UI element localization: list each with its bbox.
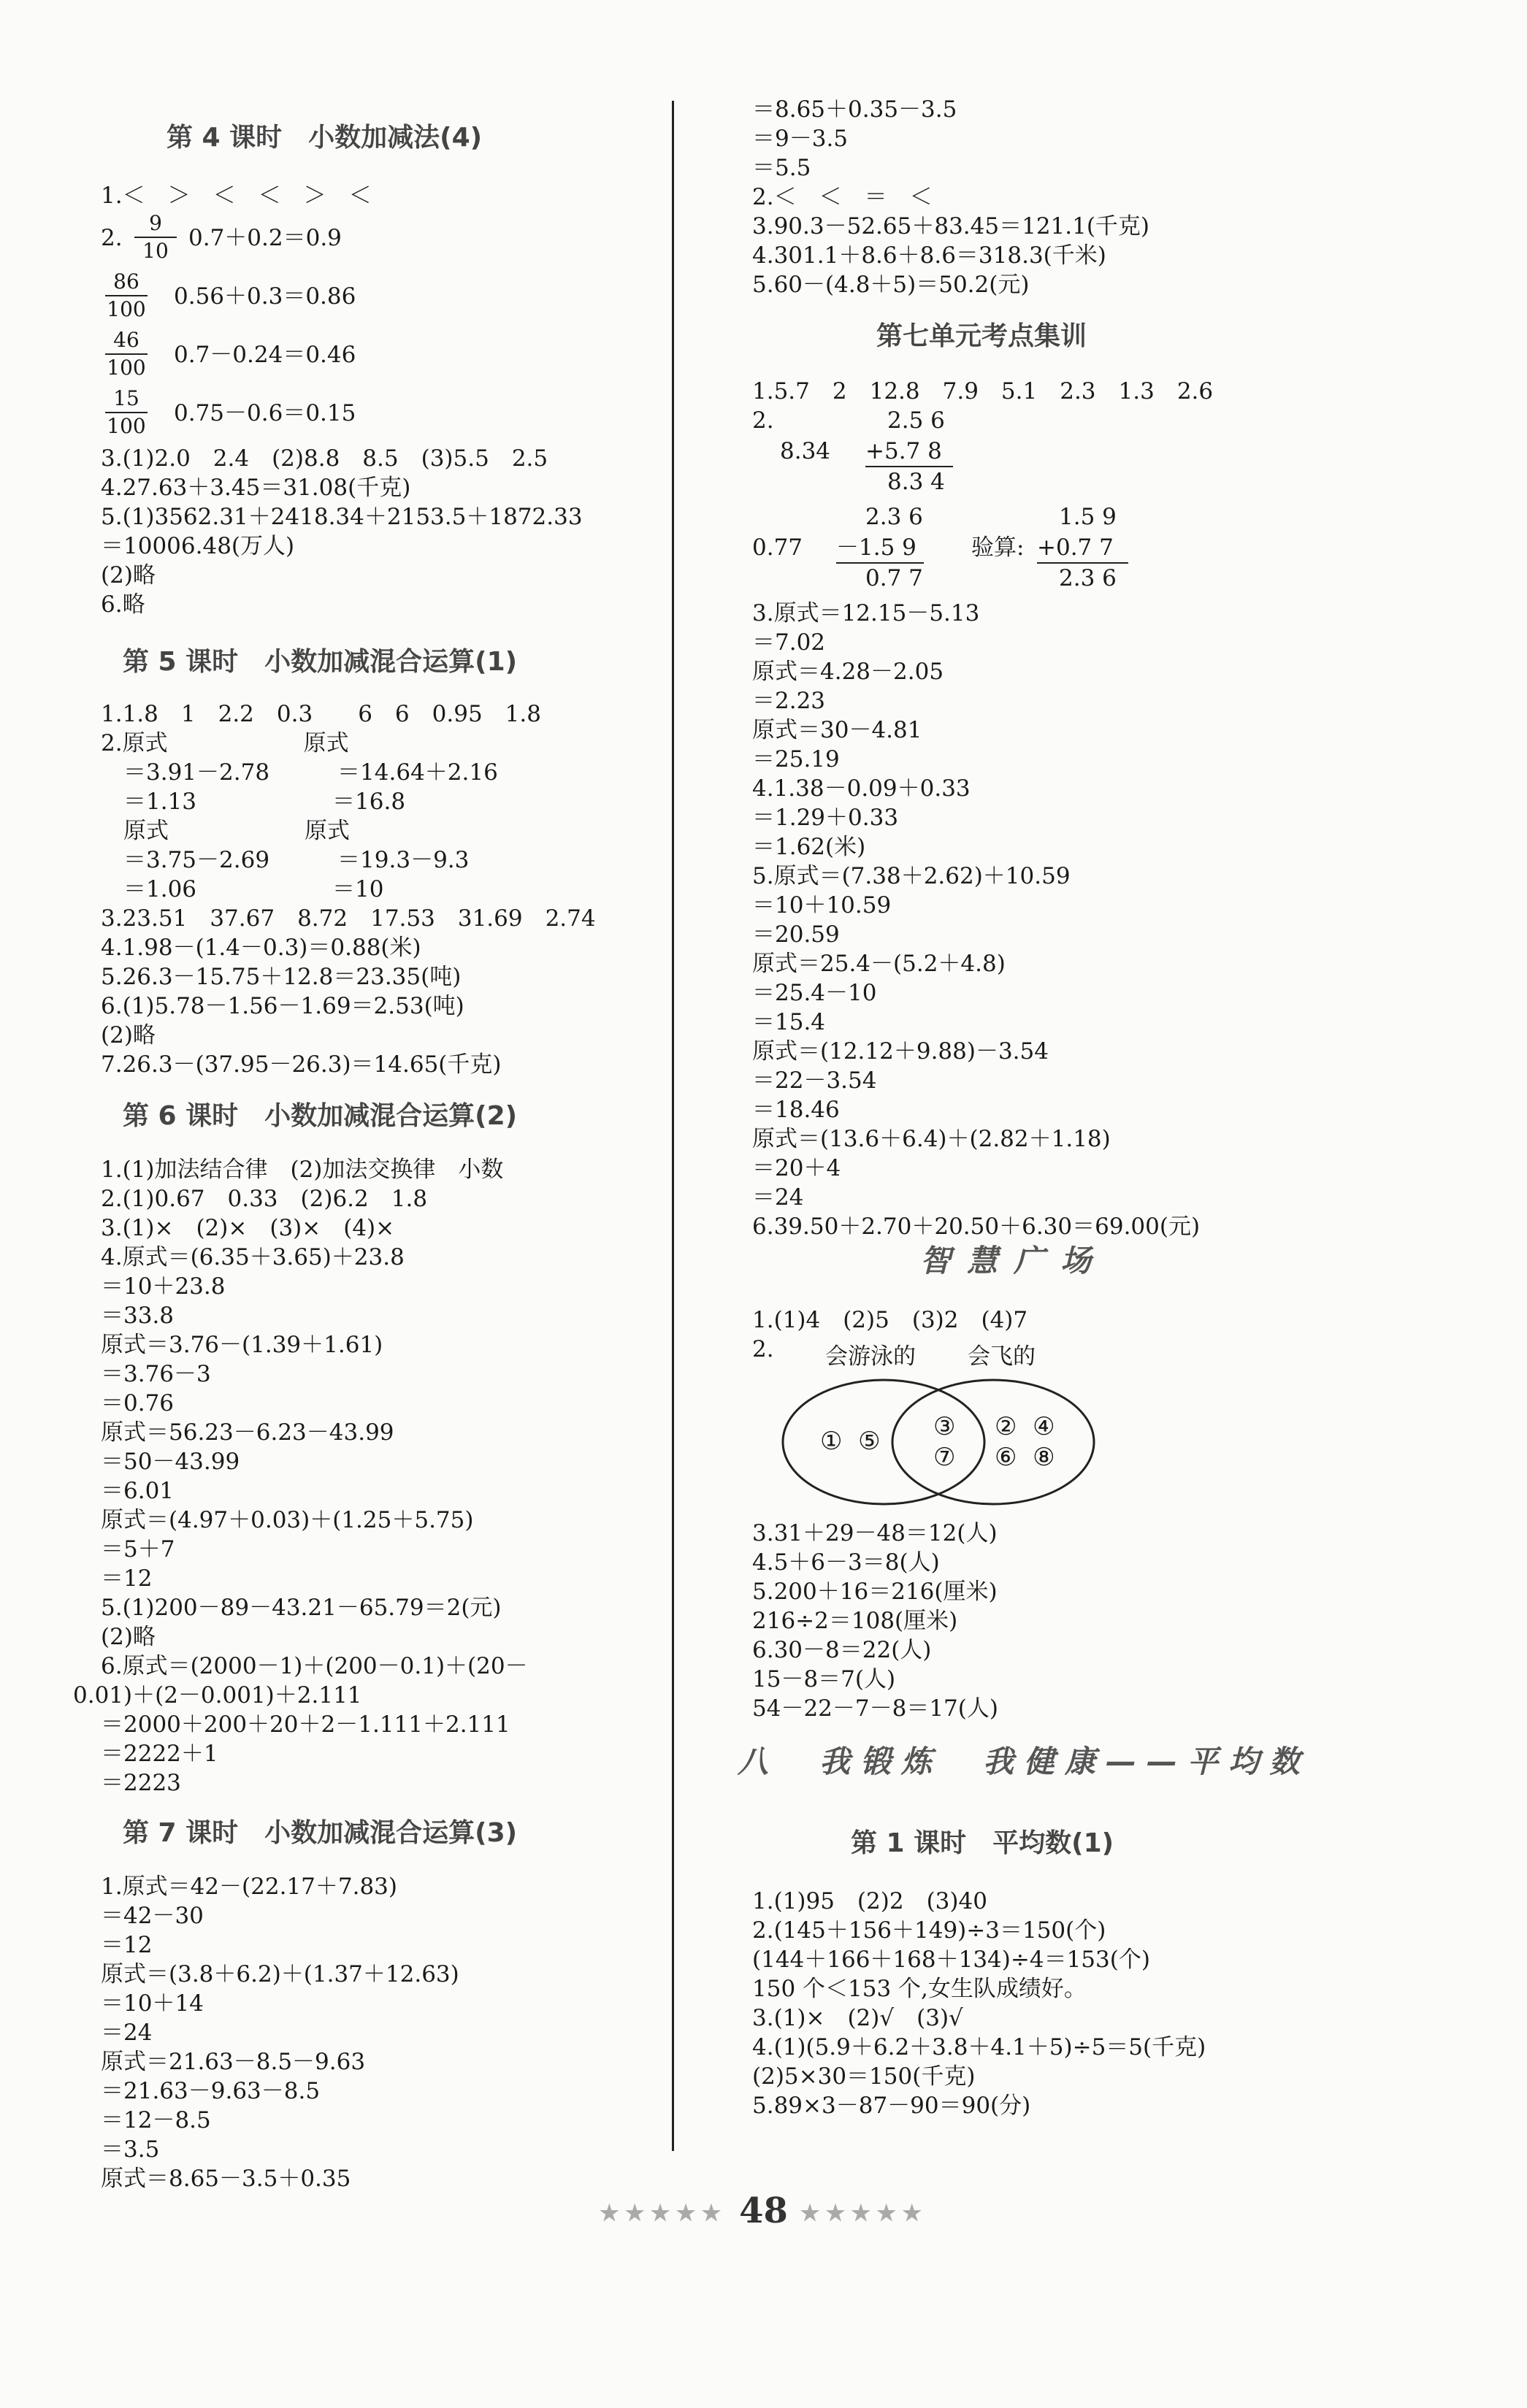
- venn-circle-fly: [892, 1380, 1094, 1504]
- vertical-calc: 0.77: [752, 534, 803, 561]
- answer-line: ＝5.5: [752, 155, 811, 181]
- answer-line: ＝5＋7: [101, 1536, 175, 1562]
- venn-both: ⑦: [933, 1443, 956, 1472]
- vertical-calc: －1.5 9: [836, 534, 916, 561]
- answer-line: ＝10＋14: [101, 1990, 204, 2017]
- answer-line: ＝42－30: [101, 1903, 204, 1929]
- answer-line: ＝3.91－2.78 ＝14.64＋2.16: [101, 759, 498, 786]
- answer-line: ＝24: [752, 1184, 804, 1211]
- vertical-calc: 2.5 6: [887, 407, 945, 434]
- answer-line: 1.原式＝42－(22.17＋7.83): [101, 1874, 397, 1900]
- answer-line: (144＋166＋168＋134)÷4＝153(个): [752, 1947, 1150, 1973]
- answer-line: ＝1.13 ＝16.8: [101, 789, 406, 815]
- answer-line: 原式 原式: [101, 818, 350, 844]
- answer-line: 0.56＋0.3＝0.86: [174, 283, 356, 310]
- question-number: 2.: [752, 407, 774, 434]
- answer-line: 4.27.63＋3.45＝31.08(千克): [101, 475, 411, 501]
- answer-line: 4.(1)(5.9＋6.2＋3.8＋4.1＋5)÷5＝5(千克): [752, 2034, 1206, 2060]
- star-decoration: ★★★★★: [800, 2201, 928, 2226]
- answer-line: 0.7－0.24＝0.46: [174, 342, 356, 368]
- answer-line: 2.(1)0.67 0.33 (2)6.2 1.8: [101, 1186, 428, 1212]
- vertical-calc: 8.34: [780, 438, 831, 464]
- answer-line: ＝7.02: [752, 629, 826, 656]
- answer-line: (2)略: [101, 562, 156, 588]
- answer-line: ＝2000＋200＋20＋2－1.111＋2.111: [101, 1711, 510, 1738]
- answer-line: 4.1.38－0.09＋0.33: [752, 775, 971, 802]
- answer-line: 0.7＋0.2＝0.9: [188, 225, 342, 251]
- answer-line: ＝3.75－2.69 ＝19.3－9.3: [101, 847, 470, 873]
- calc-rule: [865, 466, 953, 467]
- answer-line: ＝25.19: [752, 746, 840, 772]
- answer-line: 原式＝(13.6＋6.4)＋(2.82＋1.18): [752, 1126, 1111, 1152]
- answer-line: ＝20＋4: [752, 1155, 841, 1181]
- answer-line: 6.30－8＝22(人): [752, 1637, 932, 1663]
- calc-rule: [1037, 562, 1128, 564]
- question-number: 2.: [752, 1336, 774, 1362]
- answer-line: 6.原式＝(2000－1)＋(200－0.1)＋(20－: [101, 1653, 528, 1679]
- heading-lesson-5: 第 5 课时 小数加减混合运算(1): [123, 647, 518, 677]
- answer-line: ＝12: [101, 1932, 153, 1958]
- heading-lesson-6: 第 6 课时 小数加减混合运算(2): [123, 1101, 518, 1131]
- answer-line: 15－8＝7(人): [752, 1666, 896, 1692]
- fraction: 46 100: [101, 327, 152, 381]
- heading-unit-8: 八 我锻炼 我健康——平均数: [738, 1744, 1311, 1779]
- answer-line: 原式＝3.76－(1.39＋1.61): [101, 1332, 383, 1358]
- answer-line: ＝3.76－3: [101, 1361, 211, 1387]
- answer-line: 5.200＋16＝216(厘米): [752, 1579, 998, 1605]
- answer-line: ＝25.4－10: [752, 980, 877, 1006]
- vertical-calc: 2.3 6: [865, 504, 923, 530]
- answer-line: 2.＜ ＜ ＝ ＜: [752, 184, 933, 210]
- answer-line: ＝18.46: [752, 1097, 840, 1123]
- answer-line: 150 个＜153 个,女生队成绩好。: [752, 1976, 1087, 2002]
- answer-line: 6.39.50＋2.70＋20.50＋6.30＝69.00(元): [752, 1213, 1201, 1240]
- answer-line: 原式＝(4.97＋0.03)＋(1.25＋5.75): [101, 1507, 474, 1533]
- answer-line: 4.1.98－(1.4－0.3)＝0.88(米): [101, 935, 421, 961]
- venn-circle-swim: [783, 1380, 984, 1504]
- fraction: 9 10: [130, 210, 181, 264]
- answer-line: 1.＜ ＞ ＜ ＜ ＞ ＜: [101, 183, 372, 209]
- answer-line: ＝12－8.5: [101, 2107, 211, 2133]
- answer-line: ＝1.62(米): [752, 834, 866, 860]
- heading-lesson-4: 第 4 课时 小数加减法(4): [167, 123, 483, 153]
- answer-line: 2.(145＋156＋149)÷3＝150(个): [752, 1917, 1106, 1944]
- answer-line: ＝24: [101, 2020, 153, 2046]
- answer-line: ＝9－3.5: [752, 126, 849, 152]
- vertical-calc: 8.3 4: [887, 469, 945, 495]
- answer-line: 3.90.3－52.65＋83.45＝121.1(千克): [752, 213, 1150, 239]
- answer-line: ＝22－3.54: [752, 1067, 877, 1094]
- vertical-calc: +5.7 8: [865, 438, 942, 464]
- answer-line: 4.原式＝(6.35＋3.65)＋23.8: [101, 1244, 405, 1270]
- answer-line: 1.(1)加法结合律 (2)加法交换律 小数: [101, 1157, 504, 1183]
- answer-line: ＝2223: [101, 1770, 181, 1796]
- answer-line: 4.301.1＋8.6＋8.6＝318.3(千米): [752, 242, 1106, 269]
- answer-line: 5.(1)200－89－43.21－65.79＝2(元): [101, 1595, 502, 1621]
- answer-line: ＝10＋10.59: [752, 892, 892, 919]
- star-decoration: ★★★★★: [599, 2201, 727, 2226]
- venn-fly-only: ② ④: [995, 1412, 1055, 1441]
- answer-line: 原式＝56.23－6.23－43.99: [101, 1419, 394, 1446]
- answer-line: 0.75－0.6＝0.15: [174, 400, 356, 426]
- answer-line: ＝12: [101, 1565, 153, 1592]
- answer-line: ＝6.01: [101, 1478, 175, 1504]
- venn-both: ③: [933, 1412, 956, 1441]
- venn-fly-only: ⑥ ⑧: [995, 1443, 1055, 1472]
- answer-line: 3.31＋29－48＝12(人): [752, 1520, 998, 1546]
- fraction: 86 100: [101, 269, 152, 323]
- answer-line: ＝3.5: [101, 2136, 160, 2163]
- calc-rule: [836, 562, 924, 564]
- answer-line: ＝2222＋1: [101, 1741, 218, 1767]
- page-number: 48: [739, 2190, 788, 2231]
- answer-line: 216÷2＝108(厘米): [752, 1608, 958, 1634]
- vertical-calc: 2.3 6: [1059, 565, 1117, 591]
- answer-line: ＝33.8: [101, 1303, 175, 1329]
- column-divider: [672, 101, 674, 2151]
- answer-line: 原式＝25.4－(5.2＋4.8): [752, 951, 1006, 977]
- vertical-calc: 0.7 7: [865, 565, 923, 591]
- venn-swim-only: ① ⑤: [820, 1427, 881, 1456]
- answer-line: ＝1.29＋0.33: [752, 805, 899, 831]
- answer-line: 3.原式＝12.15－5.13: [752, 600, 980, 626]
- answer-line: (2)5×30＝150(千克): [752, 2063, 976, 2090]
- question-number: 2.: [101, 225, 123, 251]
- fraction: 15 100: [101, 386, 152, 440]
- answer-line: (2)略: [101, 1624, 156, 1650]
- venn-label-swim: 会游泳的: [825, 1343, 916, 1370]
- answer-line: 7.26.3－(37.95－26.3)＝14.65(千克): [101, 1051, 502, 1078]
- answer-line: 6.略: [101, 591, 145, 618]
- answer-line: 6.(1)5.78－1.56－1.69＝2.53(吨): [101, 993, 464, 1019]
- answer-line: 5.89×3－87－90＝90(分): [752, 2093, 1031, 2119]
- venn-label-fly: 会飞的: [968, 1343, 1036, 1370]
- answer-line: ＝8.65＋0.35－3.5: [752, 96, 957, 123]
- answer-line: 5.原式＝(7.38＋2.62)＋10.59: [752, 863, 1071, 889]
- answer-line: 5.(1)3562.31＋2418.34＋2153.5＋1872.33: [101, 504, 583, 530]
- heading-wisdom-square: 智慧广场: [920, 1243, 1108, 1278]
- answer-line: 2.原式 原式: [101, 730, 349, 756]
- answer-line: ＝10＋23.8: [101, 1273, 226, 1300]
- answer-line: 1.5.7 2 12.8 7.9 5.1 2.3 1.3 2.6: [752, 378, 1214, 404]
- answer-line: ＝10006.48(万人): [101, 533, 295, 559]
- answer-line: ＝2.23: [752, 688, 826, 714]
- answer-line: 1.(1)4 (2)5 (3)2 (4)7: [752, 1307, 1028, 1333]
- answer-line: 5.26.3－15.75＋12.8＝23.35(吨): [101, 964, 462, 990]
- answer-line: 1.1.8 1 2.2 0.3 6 6 0.95 1.8: [101, 701, 541, 727]
- heading-lesson-7: 第 7 课时 小数加减混合运算(3): [123, 1818, 518, 1848]
- check-label: 验算:: [971, 534, 1025, 561]
- answer-line: 4.5＋6－3＝8(人): [752, 1549, 940, 1576]
- answer-line: 0.01)＋(2－0.001)＋2.111: [73, 1682, 362, 1709]
- answer-line: ＝0.76: [101, 1390, 175, 1416]
- answer-line: 原式＝(12.12＋9.88)－3.54: [752, 1038, 1049, 1065]
- answer-line: 原式＝8.65－3.5＋0.35: [101, 2166, 351, 2192]
- answer-line: 原式＝21.63－8.5－9.63: [101, 2049, 366, 2075]
- answer-line: ＝50－43.99: [101, 1449, 240, 1475]
- answer-line: 原式＝(3.8＋6.2)＋(1.37＋12.63): [101, 1961, 459, 1987]
- answer-line: 3.(1)× (2)× (3)× (4)×: [101, 1215, 395, 1241]
- vertical-calc: +0.7 7: [1037, 534, 1114, 561]
- answer-line: ＝20.59: [752, 921, 840, 948]
- answer-line: 3.(1)2.0 2.4 (2)8.8 8.5 (3)5.5 2.5: [101, 445, 548, 472]
- answer-line: 54－22－7－8＝17(人): [752, 1695, 998, 1722]
- answer-line: (2)略: [101, 1022, 156, 1048]
- answer-line: ＝15.4: [752, 1009, 826, 1035]
- answer-line: ＝21.63－9.63－8.5: [101, 2078, 321, 2104]
- answer-line: 5.60－(4.8＋5)＝50.2(元): [752, 272, 1030, 298]
- answer-line: 原式＝4.28－2.05: [752, 659, 944, 685]
- heading-unit-7-review: 第七单元考点集训: [876, 321, 1087, 351]
- page-footer: [0, 2190, 1527, 2231]
- heading-unit8-lesson-1: 第 1 课时 平均数(1): [851, 1828, 1114, 1858]
- answer-line: 3.23.51 37.67 8.72 17.53 31.69 2.74: [101, 905, 596, 932]
- vertical-calc: 1.5 9: [1059, 504, 1117, 530]
- answer-line: ＝1.06 ＝10: [101, 876, 384, 902]
- answer-line: 原式＝30－4.81: [752, 717, 922, 743]
- answer-line: 3.(1)× (2)√ (3)√: [752, 2005, 963, 2031]
- answer-line: 1.(1)95 (2)2 (3)40: [752, 1888, 987, 1914]
